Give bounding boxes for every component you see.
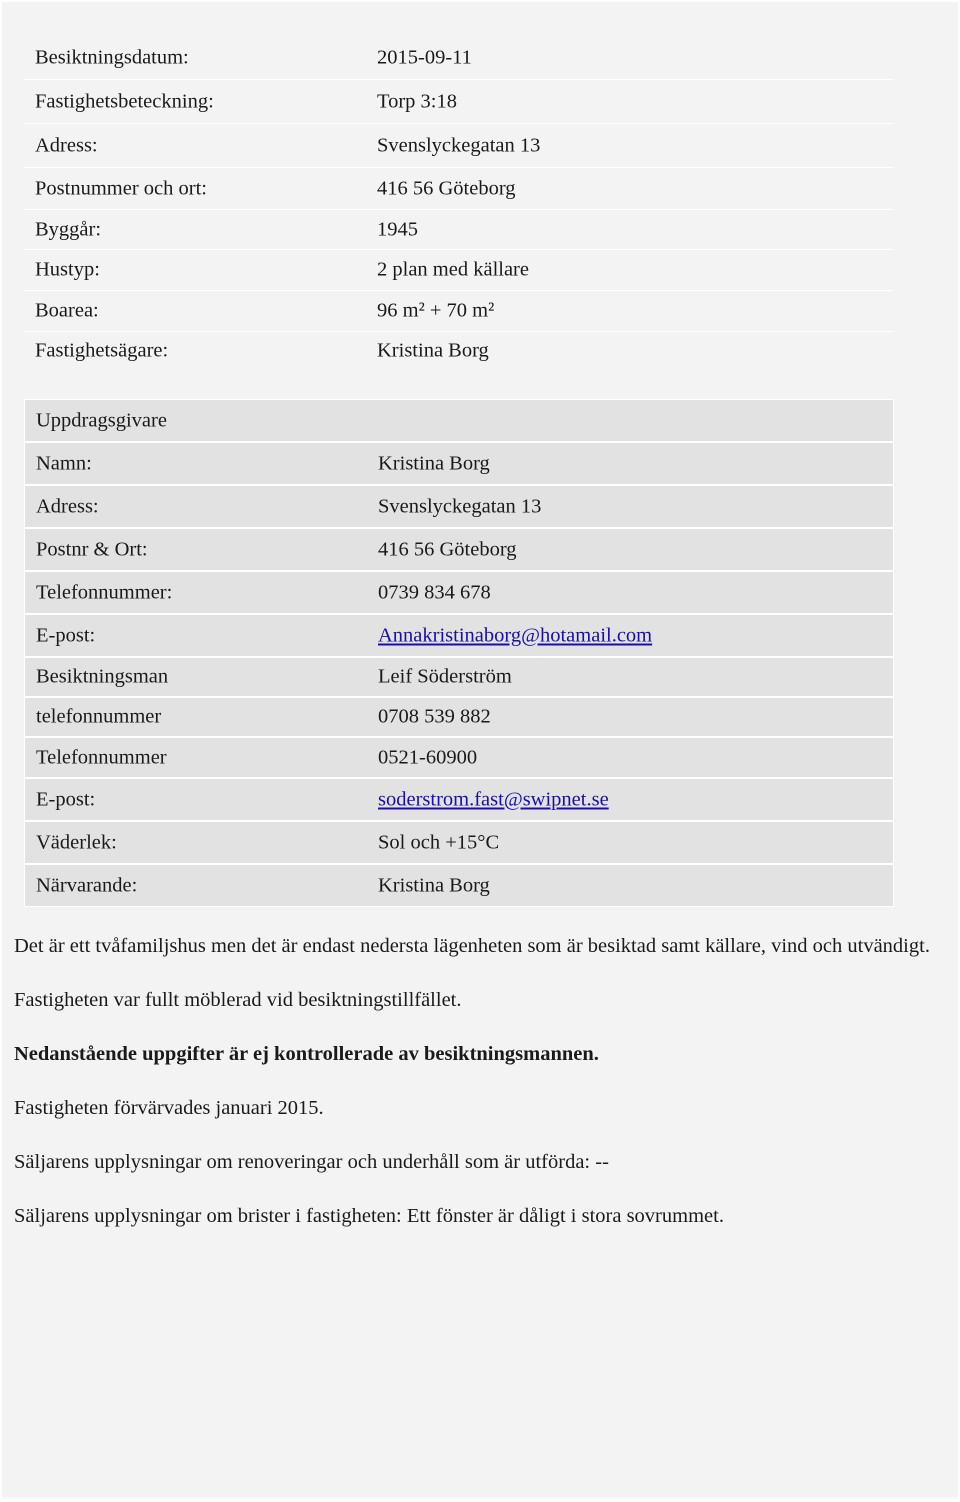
address-value: Svenslyckegatan 13 <box>377 134 541 156</box>
row-postal-city <box>24 168 894 210</box>
inspector-email-value <box>378 788 609 811</box>
present-label: Närvarande: <box>36 874 138 896</box>
inspector-name: Leif Söderström <box>378 665 512 688</box>
row-property-designation <box>24 80 894 124</box>
present-value: Kristina Borg <box>378 874 490 896</box>
weather-value: Sol och +15°C <box>378 831 500 853</box>
client-heading: Uppdragsgivare <box>36 409 167 431</box>
inspector-label: Besiktningsman <box>36 665 169 688</box>
house-type-value: 2 plan med källare <box>377 258 529 281</box>
client-email-label: E-post: <box>36 624 96 646</box>
row-inspection-date <box>24 36 894 80</box>
living-area-value: 96 m² + 70 m² <box>377 299 495 322</box>
note-renovations: Säljarens upplysningar om renoveringar och underhåll som är utförda: -- <box>14 1151 609 1173</box>
house-type-label: Hustyp: <box>35 258 100 281</box>
inspector-phone-value: 0521-60900 <box>378 746 478 768</box>
client-postal-value: 416 56 Göteborg <box>378 538 517 560</box>
notes-section <box>14 932 934 1256</box>
inspector-email-label: E-post: <box>36 788 96 810</box>
weather-label: Väderlek: <box>36 831 117 853</box>
property-info-table <box>24 36 894 370</box>
inspection-date-label: Besiktningsdatum: <box>35 46 189 68</box>
inspector-phone-label: Telefonnummer <box>36 746 167 768</box>
client-name-value: Kristina Borg <box>378 452 490 474</box>
row-owner <box>24 332 894 370</box>
owner-value: Kristina Borg <box>377 339 489 362</box>
build-year-value: 1945 <box>377 218 418 240</box>
inspection-date-value: 2015-09-11 <box>377 46 472 68</box>
client-inspector-table <box>24 399 894 907</box>
note-scope: Det är ett tvåfamiljshus men det är endast nedersta lägenheten som är besiktad samt källare, vind och utvändigt. <box>14 935 930 957</box>
postal-city-label: Postnummer och ort: <box>35 177 207 199</box>
living-area-label: Boarea: <box>35 299 99 322</box>
inspector-row <box>25 658 893 698</box>
client-postal-row <box>25 529 893 572</box>
client-email-row <box>25 615 893 658</box>
inspector-mobile-row <box>25 698 893 738</box>
client-name-row <box>25 443 893 486</box>
client-heading-row <box>25 400 893 443</box>
property-designation-label: Fastighetsbeteckning: <box>35 90 214 112</box>
inspector-mobile-value: 0708 539 882 <box>378 705 491 728</box>
owner-label: Fastighetsägare: <box>35 339 169 362</box>
row-living-area <box>24 291 894 332</box>
client-email-value <box>378 624 652 647</box>
property-designation-value: Torp 3:18 <box>377 90 457 112</box>
note-disclaimer: Nedanstående uppgifter är ej kontrollerade av besiktningsmannen. <box>14 1043 599 1065</box>
build-year-label: Byggår: <box>35 218 102 240</box>
client-address-row <box>25 486 893 529</box>
note-furnished: Fastigheten var fullt möblerad vid besiktningstillfället. <box>14 989 462 1011</box>
client-name-label: Namn: <box>36 452 92 474</box>
client-email-link[interactable]: Annakristinaborg@hotamail.com <box>378 624 653 646</box>
postal-city-value: 416 56 Göteborg <box>377 177 516 199</box>
address-label: Adress: <box>35 134 98 156</box>
inspector-phone-row <box>25 738 893 779</box>
inspector-email-link[interactable]: soderstrom.fast@swipnet.se <box>378 788 609 810</box>
row-address <box>24 124 894 168</box>
client-phone-value: 0739 834 678 <box>378 581 491 603</box>
client-address-label: Adress: <box>36 495 99 517</box>
client-postal-label: Postnr & Ort: <box>36 538 148 560</box>
weather-row <box>25 822 893 865</box>
inspector-mobile-label: telefonnummer <box>36 705 162 728</box>
document-page <box>2 2 958 1498</box>
note-acquired: Fastigheten förvärvades januari 2015. <box>14 1097 324 1119</box>
client-phone-label: Telefonnummer: <box>36 581 173 603</box>
present-row <box>25 865 893 906</box>
row-house-type <box>24 250 894 291</box>
note-defects: Säljarens upplysningar om brister i fastigheten: Ett fönster är dåligt i stora sovrummet. <box>14 1205 724 1227</box>
client-address-value: Svenslyckegatan 13 <box>378 495 542 517</box>
inspector-email-row <box>25 779 893 822</box>
client-phone-row <box>25 572 893 615</box>
row-build-year <box>24 210 894 250</box>
